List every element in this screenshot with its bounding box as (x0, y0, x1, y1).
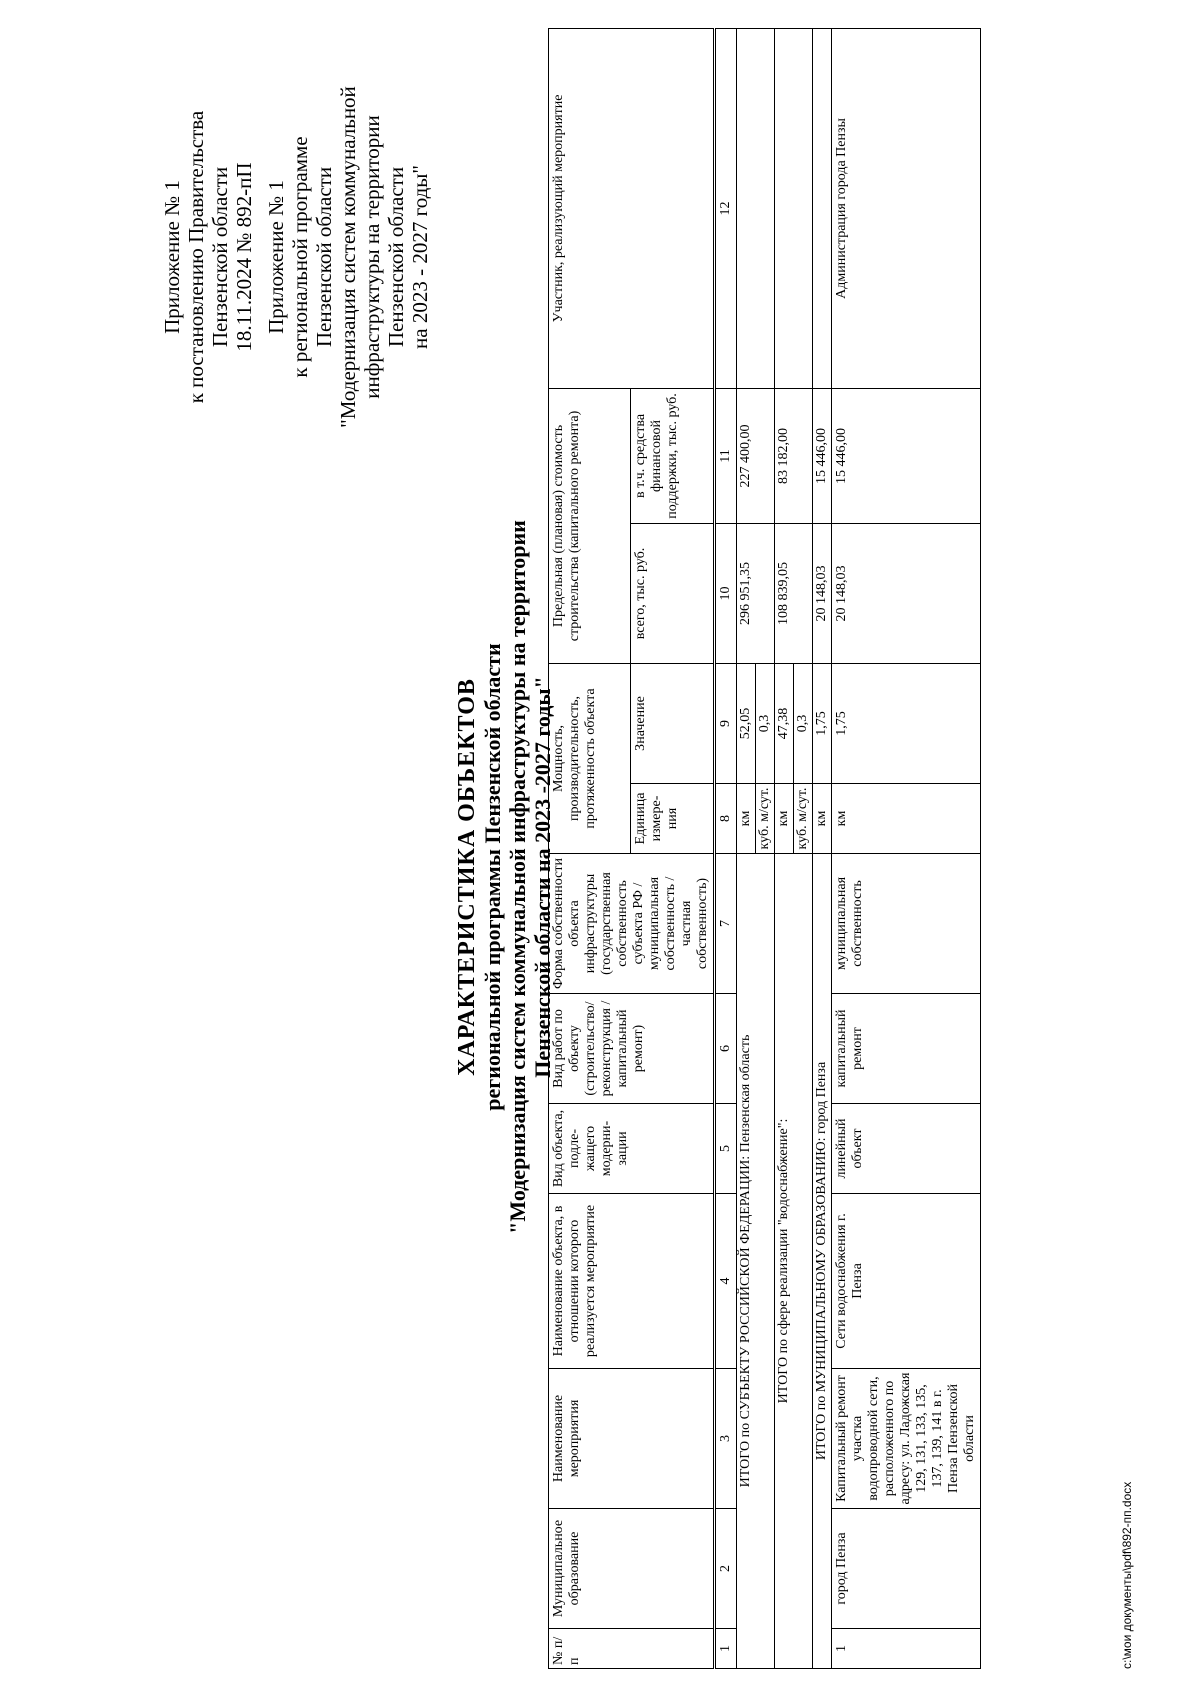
objects-table-wrap (548, 29, 981, 1669)
header-municipality: Муниципальное образование (549, 1509, 715, 1629)
col-number: 8 (715, 784, 737, 854)
appendix-line: Пензенской области (312, 166, 336, 348)
summary-subject-row-1 (737, 28, 756, 1668)
summary-sphere-label: ИТОГО по сфере реализации "водоснабжение": (775, 854, 813, 1669)
row-object: Сети водоснабжения г. Пенза (832, 1194, 981, 1369)
summary-total: 108 839,05 (775, 523, 813, 663)
col-number: 1 (715, 1629, 737, 1669)
row-unit: км (832, 784, 981, 854)
col-number: 10 (715, 523, 737, 663)
row-value: 1,75 (832, 663, 981, 783)
summary-empty (737, 28, 775, 388)
summary-value: 0,3 (756, 663, 775, 783)
header-capacity: Мощность, производительность, протяженность объекта (549, 663, 631, 853)
row-measure: Капитальный ремонт участка водопроводной сети, расположенного по адресу: ул. Ладожская 129, 131, 133, 135, 137, 139, 141 в г. Пенза Пензенской области (832, 1369, 981, 1509)
col-number: 4 (715, 1194, 737, 1369)
row-work-type: капитальный ремонт (832, 994, 981, 1104)
summary-unit: куб. м/сут. (794, 784, 813, 854)
appendix-line: Пензенской области (208, 166, 232, 348)
col-number: 6 (715, 994, 737, 1104)
file-path-footer: c:\мои документы\pdf\892-пп.docx (1120, 1481, 1134, 1669)
col-number: 11 (715, 388, 737, 523)
summary-total: 296 951,35 (737, 523, 775, 663)
summary-unit: куб. м/сут. (756, 784, 775, 854)
summary-value: 1,75 (813, 663, 832, 783)
summary-municipal-label: ИТОГО по МУНИЦИПАЛЬНОМУ ОБРАЗОВАНИЮ: город Пенза (813, 854, 832, 1669)
summary-unit: км (775, 784, 794, 854)
row-object-type: линейный объект (832, 1104, 981, 1194)
header-total: всего, тыс. руб. (631, 523, 715, 663)
spacer (256, 57, 264, 457)
appendix-line: 18.11.2024 № 892-пП (232, 162, 256, 352)
col-number: 12 (715, 28, 737, 388)
summary-sphere-row-1 (775, 28, 794, 1668)
row-participant: Администрация города Пензы (832, 28, 981, 388)
appendix-line: к постановлению Правительства (184, 110, 208, 404)
summary-value: 52,05 (737, 663, 756, 783)
col-number: 3 (715, 1369, 737, 1509)
appendix-line: к региональной программе (288, 136, 312, 378)
header-object-type: Вид объекта, подле-жащего модерни-зации (549, 1104, 715, 1194)
title-sub: региональной программы Пензенской области (480, 643, 505, 1111)
header-work-type: Вид работ по объекту (строительство/ реконструкция / капитальный ремонт) (549, 994, 715, 1104)
summary-unit: км (737, 784, 756, 854)
row-num: 1 (832, 1629, 981, 1669)
header-num: № п/п (549, 1629, 715, 1669)
summary-support: 15 446,00 (813, 388, 832, 523)
summary-unit: км (813, 784, 832, 854)
col-number: 9 (715, 663, 737, 783)
summary-support: 227 400,00 (737, 388, 775, 523)
title-sub: Пензенской области на 2023 -2027 годы" (530, 676, 555, 1078)
row-support: 15 446,00 (832, 388, 981, 523)
column-number-row (715, 28, 737, 1668)
appendix-line: "Модернизация систем коммунальной (336, 86, 360, 428)
header-row (549, 28, 631, 1668)
appendix-block (160, 57, 432, 457)
appendix-line: Приложение № 1 (160, 180, 184, 334)
header-participant: Участник, реализующий мероприятие (549, 28, 715, 388)
col-number: 5 (715, 1104, 737, 1194)
appendix-line: Пензенской области (384, 166, 408, 348)
appendix-line: Приложение № 1 (264, 180, 288, 334)
col-number: 2 (715, 1509, 737, 1629)
appendix-line: на 2023 - 2027 годы" (408, 165, 432, 349)
header-measure: Наименование мероприятия (549, 1369, 715, 1509)
summary-empty (813, 28, 832, 388)
header-unit: Единица измере-ния (631, 784, 715, 854)
objects-table (548, 28, 981, 1669)
summary-support: 83 182,00 (775, 388, 813, 523)
header-value: Значение (631, 663, 715, 783)
summary-value: 47,38 (775, 663, 794, 783)
title-main: ХАРАКТЕРИСТИКА ОБЪЕКТОВ (454, 678, 480, 1076)
header-ownership: Форма собственности объекта инфраструктуры (государственная собственность субъекта РФ / муниципальная собственность / частная собственность) (549, 854, 715, 994)
col-number: 7 (715, 854, 737, 994)
header-cost: Предельная (плановая) стоимость строительства (капитального ремонта) (549, 388, 631, 663)
document-title (455, 227, 555, 1527)
row-ownership: муниципальная собственность (832, 854, 981, 994)
appendix-line: инфраструктуры на территории (360, 115, 384, 399)
row-total: 20 148,03 (832, 523, 981, 663)
row-municipality: город Пенза (832, 1509, 981, 1629)
summary-empty (775, 28, 813, 388)
table-row (832, 28, 981, 1668)
summary-total: 20 148,03 (813, 523, 832, 663)
summary-subject-label: ИТОГО по СУБЪЕКТУ РОССИЙСКОЙ ФЕДЕРАЦИИ: Пензенская область (737, 854, 775, 1669)
summary-municipal-row (813, 28, 832, 1668)
header-object: Наименование объекта, в отношении которого реализуется мероприятие (549, 1194, 715, 1369)
summary-value: 0,3 (794, 663, 813, 783)
title-sub: "Модернизация систем коммунальной инфраструктуры на территории (505, 520, 530, 1234)
header-support: в т.ч. средства финансовой поддержки, тыс. руб. (631, 388, 715, 523)
